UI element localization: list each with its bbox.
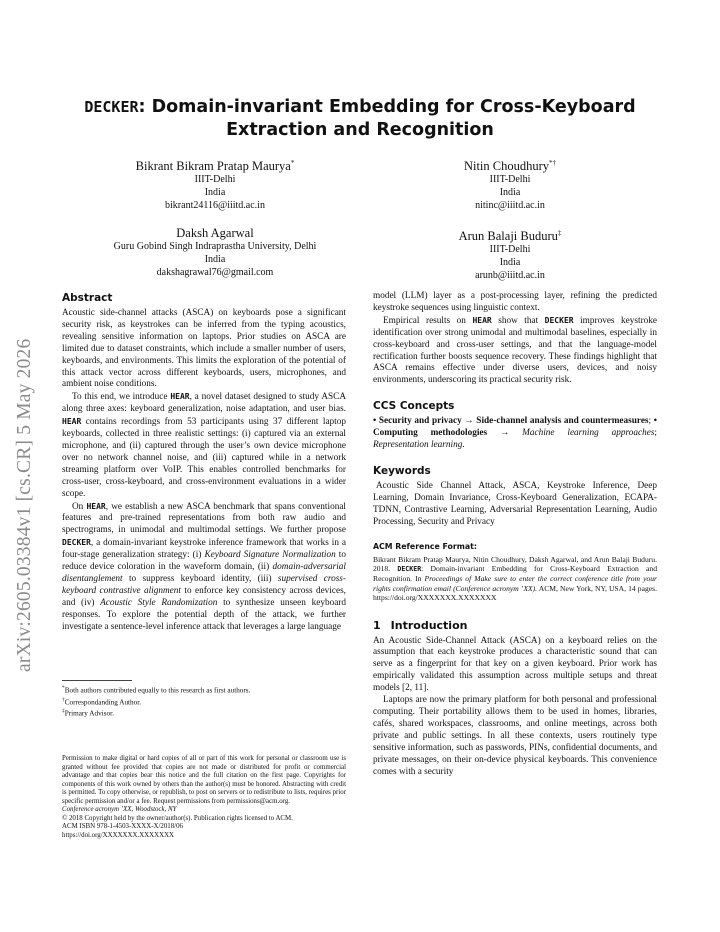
method-name: DECKER [544, 315, 574, 325]
text-run-italic: Acoustic Style Randomization [100, 597, 218, 608]
text-run: to enforce key consistency across devices, and (iv) [62, 585, 346, 608]
text-run: On [72, 501, 87, 512]
right-column [373, 291, 657, 778]
title-line1: : Domain-invariant Embedding for Cross-Keyboard [138, 97, 636, 117]
dataset-name: HEAR [170, 392, 190, 402]
author-email: dakshagrawal76@gmail.com [156, 266, 274, 278]
abstract-paragraph-3 [62, 501, 346, 634]
footnote-3: Primary Advisor. [64, 709, 114, 718]
text-run: : Domain-invariant Embedding for Cross-Keyboard Extraction and Recognition. In [373, 563, 657, 584]
arxiv-side-stamp: arXiv:2605.03384v1 [cs.CR] 5 May 2026 [14, 338, 35, 672]
section-title: Introduction [390, 618, 468, 632]
text-run: ; [654, 428, 657, 439]
copyright-line: © 2018 Copyright held by the owner/author(s). Publication rights licensed to ACM. [62, 814, 293, 822]
method-name: DECKER [62, 538, 91, 548]
author-name: Bikrant Bikram Pratap Maurya [135, 159, 291, 174]
ccs-item: Representation learning [373, 440, 463, 451]
author-email: arunb@iiitd.ac.in [475, 269, 545, 281]
text-run: , we establish a new ASCA benchmark that spans conventional features and pre-trained representations from both raw audio and spectrograms, in unimodal and multimodal settings. We further propose [62, 501, 347, 536]
isbn-line: ACM ISBN 978-1-4503-XXXX-X/2018/06 [62, 823, 183, 830]
ccs-concepts [373, 416, 657, 452]
ccs-item: • Computing methodologies [373, 416, 657, 439]
text-run-italic: supervised cross-keyboard contrastive alignment [62, 573, 346, 596]
author-mark: * [290, 159, 295, 167]
author-block-1 [65, 155, 365, 213]
author-block-2 [360, 155, 660, 213]
section-number: 1 [373, 618, 381, 632]
text-run: show that [491, 315, 545, 326]
author-block-3 [65, 225, 365, 279]
text-run: improves keystroke identification over strong unimodal and multimodal baselines, especially in cross-keyboard and cross-user settings, and that the language-model rectification further boosts sequence recovery. These findings highlight that ASCA remains effective under diverse users, devices, and noisy environments, underscoring its practical security risk. [373, 315, 658, 386]
abstract-continued: model (LLM) layer as a post-processing layer, refining the predicted keystroke sequences using linguistic context. [373, 291, 657, 313]
footnote-1: Both authors contributed equally to this research as first authors. [64, 686, 251, 695]
intro-paragraph-1: An Acoustic Side-Channel Attack (ASCA) on a keyboard relies on the assumption that each keystroke produces a characteristic sound that can serve as a fingerprint for that key on a given keyboard. Prior work has empirically validated this assumption across multiple setups and threat models [2, 11]. [373, 635, 657, 694]
footnote-mark: ‡ [62, 708, 65, 715]
author-mark: *† [549, 159, 557, 167]
acm-reference-text [373, 555, 657, 603]
footnote-rule [62, 680, 132, 681]
dataset-name: HEAR [472, 315, 492, 325]
author-name: Arun Balaji Buduru [458, 229, 558, 244]
abstract-heading: Abstract [62, 292, 113, 304]
text-run: To this end, we introduce [72, 392, 171, 403]
ccs-item: • Security and privacy → Side-channel analysis and countermeasures [373, 416, 649, 427]
author-affiliation: IIIT-Delhi [489, 244, 531, 256]
author-affiliation: IIIT-Delhi [194, 174, 236, 186]
paper-title [60, 96, 660, 142]
text-run-italic: Keyboard Signature Normalization [204, 550, 336, 561]
abstract-paragraph-4 [373, 315, 657, 387]
text-run: . [462, 440, 465, 451]
keywords-text: Acoustic Side Channel Attack, ASCA, Keystroke Inference, Deep Learning, Domain Invariance, Cross-Keyboard Generalization, ECAPA-TDNN, Contrastive Learning, Adversarial Representation Learning, Audio Processing, Security and Privacy [373, 480, 657, 527]
author-affiliation: Guru Gobind Singh Indraprastha University, Delhi [113, 241, 317, 252]
footnote-mark: * [62, 685, 65, 691]
text-run-italic: domain-adversarial disentanglement [62, 562, 346, 584]
abstract-paragraph-1: Acoustic side-channel attacks (ASCA) on keyboards pose a significant security risk, as keystrokes can be inferred from the typing acoustics, revealing sensitive information on laptops. Prior studies on ASCA are limited due to dataset constraints, which include a smaller number of users, keyboards, and environments. This limits the exploration of the potential of this attack vector across different keyboards, users, microphones, and ambient noise conditions. [62, 308, 346, 390]
author-country: India [204, 186, 226, 198]
footnotes [62, 684, 346, 719]
author-email: nitinc@iiitd.ac.in [475, 199, 545, 211]
author-name: Nitin Choudhury [463, 159, 550, 174]
permission-text: Permission to make digital or hard copies of all or part of this work for personal or classroom use is granted without fee provided that copies are not made or distributed for profit or commercial advantage and that copies bear this notice and the full citation on the first page. Copyrights for components of this work owned by others than the author(s) must be honored. Abstracting with credit is permitted. To copy otherwise, or republish, to post on servers or to redistribute to lists, requires prior specific permission and/or a fee. Request permissions from permissions@acm.org. [62, 755, 346, 805]
author-name: Daksh Agarwal [176, 226, 254, 240]
introduction-heading [373, 619, 657, 633]
left-column [62, 291, 346, 633]
method-name: DECKER [397, 564, 422, 573]
abstract-paragraph-2 [62, 391, 346, 500]
text-run: , a novel dataset designed to study ASCA along three axes: keyboard generalization, noise adaptation, and user bias. [62, 392, 346, 415]
doi-line: https://doi.org/XXXXXXX.XXXXXXX [62, 831, 175, 839]
text-run: to reduce device coloration in the waveform domain, (ii) [62, 550, 347, 573]
text-run: contains recordings from 53 participants using 37 different laptop keyboards, collected in three realistic settings: (i) captured via an external microphone, and (ii) captured through the user’s own device microphone over no network channel noise, and (iii) captured while in a network streaming platform over VoIP. This enables controlled benchmarks for cross-user, cross-keyboard, and cross-environment evaluations in a wider scope. [62, 417, 346, 499]
keywords-heading: Keywords [373, 464, 431, 477]
author-block-4 [360, 225, 660, 283]
author-country: India [499, 256, 521, 268]
author-email: bikrant24116@iiitd.ac.in [165, 199, 265, 211]
text-run: Empirical results on [383, 315, 473, 326]
text-run: , a domain-invariant keystroke inference framework that works in a four-stage generalization strategy: (i) [62, 538, 346, 561]
text-run: Bikrant Bikram Pratap Maurya, Nitin Choudhury, Daksh Agarwal, and Arun Balaji Buduru. 2018. [373, 554, 657, 573]
author-mark: ‡ [557, 229, 562, 237]
intro-paragraph-2: Laptops are now the primary platform for both personal and professional computing. Their portability allows them to be used in homes, libraries, cafés, shared workspaces, classrooms, and online meetings, across both private and public settings. In all these contexts, users routinely type sensitive information, such as passwords, PINs, confidential documents, and private messages, on their on-device physical keyboards. This convenience comes with a security [373, 695, 657, 777]
text-run: to suppress keyboard identity, (iii) [122, 573, 278, 584]
author-affiliation: IIIT-Delhi [489, 174, 531, 186]
author-country: India [499, 186, 521, 198]
text-run: to synthesize unseen keyboard responses. To explore the potential depth of the attack, we further investigate a sentence-level inference attack that leverages a large language [62, 597, 347, 632]
venue-text: Proceedings of Make sure to enter the correct conference title from your rights confirmation email (Conference acronym ’XX). [373, 574, 657, 593]
permission-block [62, 755, 346, 840]
dataset-name: HEAR [86, 501, 106, 511]
text-run: ; [648, 416, 654, 427]
footnote-2: Correspondanding Author. [64, 697, 142, 706]
footnote-mark: † [62, 696, 65, 703]
dataset-name: HEAR [62, 417, 82, 427]
title-line2: Extraction and Recognition [226, 120, 494, 140]
author-country: India [204, 253, 226, 265]
ccs-item: Machine learning approaches [522, 428, 655, 439]
ccs-heading: CCS Concepts [373, 400, 455, 413]
title-acronym: DECKER [84, 98, 139, 116]
acm-reference-heading: ACM Reference Format: [373, 541, 477, 551]
text-run: → [487, 428, 523, 439]
conference-line: Conference acronym ’XX, Woodstock, NY [62, 806, 177, 813]
text-run: ACM, New York, NY, USA, 14 pages. https://doi.org/XXXXXXX.XXXXXXX [373, 583, 657, 603]
